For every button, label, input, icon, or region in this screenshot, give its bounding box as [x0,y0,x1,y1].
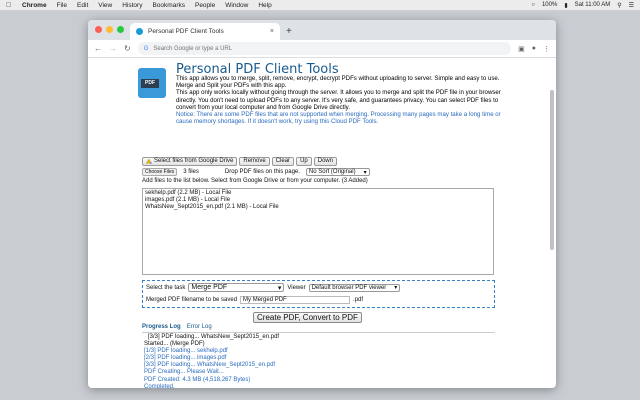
chevron-down-icon: ▾ [394,285,398,291]
menu-edit[interactable]: Edit [77,1,89,9]
google-drive-icon [146,159,152,165]
page-title: Personal PDF Client Tools [176,62,339,77]
menu-chrome[interactable]: Chrome [22,1,47,9]
sort-select-value: No Sort (Original) [308,169,356,175]
choose-files-button[interactable]: Choose Files [142,168,177,176]
progress-log [142,332,495,388]
macos-menu-bar [0,0,640,11]
favicon-icon [136,28,143,35]
log-line: [1/3] PDF loading... sekhelp.pdf [144,348,228,355]
list-item[interactable]: images.pdf (2.1 MB) - Local File [145,197,231,203]
clear-button[interactable]: Clear [272,157,294,166]
logo-pdf-label: PDF [141,79,159,88]
task-label: Select the task [146,284,186,291]
tab-progress-log[interactable]: Progress Log [142,324,181,330]
new-tab-button[interactable]: + [286,26,292,37]
chevron-down-icon: ▾ [363,169,367,176]
status-area [531,2,634,9]
menu-view[interactable]: View [98,1,113,9]
omnibox[interactable] [138,42,511,55]
chevron-down-icon: ▾ [277,284,282,292]
notice-paragraph [176,111,501,125]
battery-percent: 100% [541,2,558,8]
down-button[interactable]: Down [314,157,337,166]
battery-icon[interactable]: ▮ [564,2,568,9]
log-line: [2/3] PDF loading... images.pdf [144,355,227,362]
toolbar-right [518,45,550,53]
desc-paragraph-2: This app only works locally without going through the server. It allows you to merge and split the PDF file in your browser directly. You don't need to upload PDFs to any server. It's very safe, and guarantees privacy. You can select PDF files to convert from your local computer and from Google Drive directly. [176,89,501,111]
close-tab-icon[interactable]: × [269,28,274,35]
file-controls [142,157,447,184]
menu-history[interactable]: History [122,1,143,9]
tab-title: Personal PDF Client Tools [148,28,224,35]
google-icon: G [143,45,149,52]
file-input-row [142,168,447,176]
list-item[interactable]: sekhelp.pdf (2.2 MB) - Local File [145,190,232,196]
omnibox-placeholder: Search Google or type a URL [153,45,233,52]
google-drive-button-label: Select files from Google Drive [154,158,234,164]
wifi-icon[interactable]: ○ [531,2,535,8]
filename-input[interactable]: My Merged PDF [240,296,350,304]
filename-ext: .pdf [353,297,364,303]
viewer-select[interactable] [309,284,401,292]
desc-paragraph-1: This app allows you to merge, split, remove, encrypt, decrypt PDFs without uploading to server. Simple and easy to use. Merge and Split your PDFs with this app. [176,75,500,90]
google-drive-button[interactable] [142,157,237,166]
add-files-hint: Add files to the list below. Select from Google Drive or from your computer. (3 Added) [142,178,368,184]
notice-text: Notice: There are some PDF files that are not supported when merging. Processing many pages may take a long time or cause memory shortages. If it doesn't work, try using this [176,111,501,126]
list-item[interactable]: WhatsNew_Sept2015_en.pdf (2.1 MB) - Local File [145,204,279,210]
menu-help[interactable]: Help [258,1,272,9]
create-pdf-button[interactable]: Create PDF, Convert to PDF [253,312,362,323]
notice-end: . [376,118,379,126]
task-row [146,283,491,292]
tab-bar [88,20,556,40]
cast-icon[interactable]: ▣ [518,45,525,53]
clock[interactable]: Sat 11:00 AM [574,2,611,8]
tab-error-log[interactable]: Error Log [186,324,212,330]
forward-icon[interactable]: → [109,44,117,53]
task-select[interactable] [188,283,284,292]
log-tabs [142,324,212,330]
menu-people[interactable]: People [194,1,216,9]
app-logo [138,68,166,98]
log-line: [3/3] PDF loading... WhatsNew_Sept2015_en.pdf [144,362,276,369]
sort-select[interactable] [306,168,370,176]
remove-button[interactable]: Remove [239,157,269,166]
filename-label: Merged PDF filename to be saved [146,297,238,303]
cloud-pdf-tools-link[interactable]: Cloud PDF Tools [330,118,377,126]
close-window-button[interactable] [95,26,102,33]
button-row [142,157,447,166]
files-count: 3 files [183,169,199,175]
tab-active[interactable] [130,23,280,40]
search-icon[interactable]: ⚲ [617,2,622,9]
reload-icon[interactable]: ↻ [124,44,131,53]
filename-row [146,296,491,304]
menu-window[interactable]: Window [225,1,249,9]
drop-note: Drop PDF files on this page. [224,169,300,175]
list-icon[interactable]: ☰ [628,2,634,9]
menu-file[interactable]: File [56,1,68,9]
log-line: PDF Created: 4.3 MB (4,518,267 Bytes) [144,376,251,383]
minimize-window-button[interactable] [106,26,113,33]
task-options [142,280,495,308]
menu-more-icon[interactable]: ⋮ [543,45,550,53]
menu-bookmarks[interactable]: Bookmarks [152,1,185,9]
log-line: PDF Creating... Please Wait... [144,369,224,376]
current-status: [3/3] PDF loading... WhatsNew_Sept2015_en.pdf [148,334,280,340]
apple-menu-icon[interactable] [6,2,16,9]
file-list[interactable] [142,188,494,275]
viewer-label: Viewer [287,284,306,291]
browser-window [88,20,556,388]
back-icon[interactable]: ← [94,44,102,53]
task-select-value: Merge PDF [191,284,228,291]
browser-toolbar [88,40,556,58]
up-button[interactable]: Up [296,157,312,166]
scrollbar-thumb[interactable] [550,90,554,250]
page-scrollbar[interactable] [549,60,555,386]
log-line: Started... (Merge PDF) [144,341,205,348]
app-description [176,75,501,125]
log-line: Completed. [144,383,175,388]
page-content [88,58,548,388]
viewer-select-value: Default browser PDF viewer [311,284,387,291]
profile-icon[interactable]: ● [531,44,536,52]
window-controls [95,26,124,33]
zoom-window-button[interactable] [117,26,124,33]
